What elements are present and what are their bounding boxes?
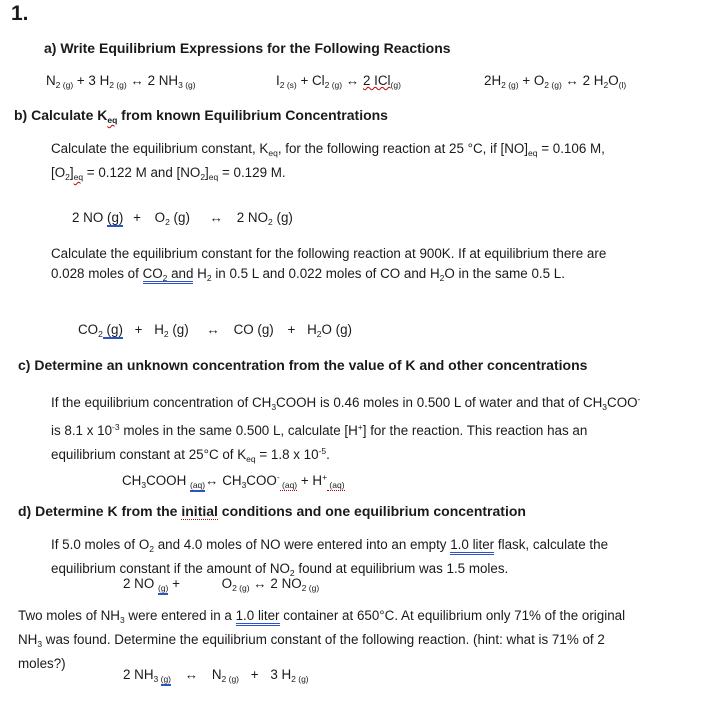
section-c-text: If the equilibrium concentration of $CH_3COOH$ is 0.46 moles in 0.500 L of water and that of $CH_3COO^-$ is 8.1 x $10^{-3}$ moles in the same 0.500 L, calculate [H+] for the reaction. This reaction has an equilibrium constant at 25°C of $K_{eq} = 1.8$ x $10^{-5}$. xyxy=(51,394,641,464)
reaction-c: $CH_3COOH$ $_{(aq)}$↔ $CH_3COO^-$ $_{(aq)}$ + H+ $_{(aq)}$ xyxy=(122,472,345,490)
section-b-problem1-text: Calculate the equilibrium constant, $K_{eq}$, for the following reaction at 25 °C, if $[NO]_{eq} = 0.106$ M, $[O_2]_{eq} = 0.122$ M and $[NO_2]_{eq} = 0.129$ M. xyxy=(51,141,605,182)
section-c-heading: c) Determine an unknown concentration from the value of K and other concentrations xyxy=(18,357,588,373)
reaction-a2: $I_{2 (s)} + Cl_{2 (g)}$ ↔ 2 ICl$_{(g)}$ xyxy=(276,73,401,90)
question-number: 1. xyxy=(11,2,29,25)
section-d-problem1-text: If 5.0 moles of $O_2$ and 4.0 moles of NO were entered into an empty 1.0 liter flask, calculate the equilibrium constant if the amount of $NO_2$ found at equilibrium was 1.5 moles. xyxy=(51,537,609,578)
section-d-heading: d) Determine K from the initial conditions and one equilibrium concentration xyxy=(18,503,526,519)
reaction-a3: $2H_{2 (g)} + O_{2 (g)}$ ↔ 2 $H_2O_{(l)}$ xyxy=(484,73,627,90)
section-a-heading: a) Write Equilibrium Expressions for the Following Reactions xyxy=(44,40,451,56)
reaction-a1: $N_{2 (g)} + 3$ $H_{2 (g)}$ ↔ 2 $NH_{3 (g)}$ xyxy=(46,73,196,90)
section-d-problem2-text: Two moles of $NH_3$ were entered in a 1.0 liter container at 650°C. At equilibrium only 71% of the original $NH_3$ was found. Determine the equilibrium constant of the following reaction. (hint: what is 71% of 2 moles?) xyxy=(18,608,626,671)
reaction-d1: 2 NO $_{(g)} + O_{2 (g)}$ ↔ 2 $NO_{2 (g)}$ xyxy=(123,576,320,593)
section-b-problem2-text: Calculate the equilibrium constant for the following reaction at 900K. If at equilibrium there are 0.028 moles of $CO_2$ and $H_2$ in 0.5 L and 0.022 moles of CO and $H_2O$ in the same 0.5 L. xyxy=(51,246,607,283)
reaction-b1: 2 NO $(g) + O_2$ (g) ↔ 2 $NO_2$ (g) xyxy=(72,210,293,227)
reaction-b2: $CO_2$ $(g) + H_2$ (g) ↔ CO $(g) + H_2O$ (g) xyxy=(78,322,352,339)
section-b-heading: b) Calculate $K_{eq}$ from known Equilibrium Concentrations xyxy=(14,107,388,125)
reaction-d2: 2 $NH_3$ $_{(g)}$ ↔ $N_{2 (g)} + 3$ $H_{2 (g)}$ xyxy=(123,667,309,684)
